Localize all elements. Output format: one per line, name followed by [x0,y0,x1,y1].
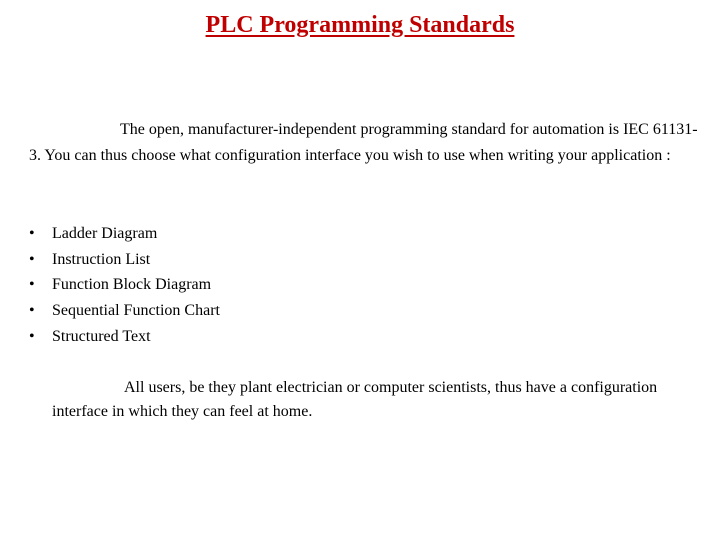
bullet-icon: • [29,250,35,268]
closing-paragraph: All users, be they plant electrician or computer scientists, thus have a configuration interface in which they can feel at home. [52,379,658,420]
list-item [29,247,429,273]
list-item-label: Structured Text [52,327,151,345]
bullet-icon: • [29,276,35,294]
list-item-label: Sequential Function Chart [52,302,220,320]
list-item [29,272,429,298]
list-item-label: Instruction List [52,250,151,268]
bullet-icon: • [29,225,35,242]
list-item [29,221,429,247]
intro-paragraph: The open, manufacturer-independent programming standard for automation is IEC 61131-3. You can thus choose what configuration interface you wish to use when writing your application : [29,121,698,164]
programming-languages-list [29,221,429,349]
bullet-icon: • [29,302,35,320]
bullet-icon: • [29,327,35,345]
slide-title: PLC Programming Standards [205,12,515,38]
list-item-label: Ladder Diagram [52,225,158,242]
list-item [29,298,429,324]
list-item [29,324,429,350]
list-item-label: Function Block Diagram [52,276,212,294]
